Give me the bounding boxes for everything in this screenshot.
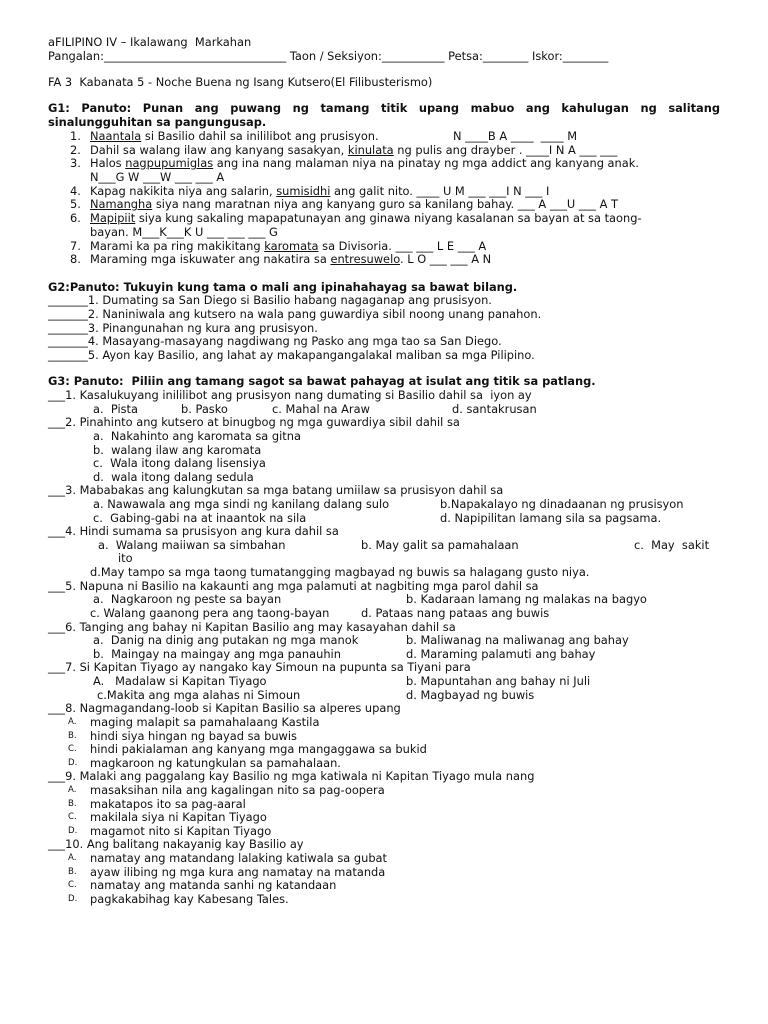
question-stem: ___6. Tanging ang bahay ni Kapitan Basilio ang may kasayahan dahil sa [48, 620, 456, 634]
item-rest: ng pulis ang drayber . ____I N A ___ ___ [393, 143, 618, 157]
choice-letter: B. [68, 867, 77, 877]
underlined-word: kinulata [347, 143, 394, 157]
choice-text: maging malapit sa pamahalaang Kastila [90, 715, 320, 729]
g2-instruction: G2:Panuto: Tukuyin kung tama o mali ang ipinahahayag sa bawat bilang. [48, 280, 518, 294]
choice-b: b. May galit sa pamahalaan [361, 538, 519, 552]
choice-b: b. Kadaraan lamang ng malakas na bagyo [406, 592, 647, 606]
g3-instruction: G3: Panuto: Piliin ang tamang sagot sa bawat pahayag at isulat ang titik sa patlang. [48, 374, 596, 388]
choice-text: namatay ang matandang lalaking katiwala sa gubat [90, 851, 388, 865]
item-rest: ang galit nito. ____ U M ___ ___I N ___ I [330, 184, 550, 198]
item-number: 8. [70, 252, 81, 266]
choice-c: c. May sakit [634, 538, 710, 552]
choice-a: a. Nagkaroon ng peste sa bayan [93, 592, 282, 606]
question-stem: ___10. Ang balitang nakayanig kay Basilio ay [48, 837, 304, 851]
g2-item: _______1. Dumating sa San Diego si Basilio habang nagaganap ang prusisyon. [48, 293, 492, 307]
choice-letter: C. [68, 812, 77, 822]
question-stem: ___3. Mababakas ang kalungkutan sa mga batang umiilaw sa prusisyon dahil sa [48, 483, 504, 497]
item-number: 4. [70, 184, 81, 198]
question-stem: ___9. Malaki ang paggalang kay Basilio ng mga katiwala ni Kapitan Tiyago mula nang [48, 769, 535, 783]
answer-blanks: N ____B A ____ ____ M [453, 129, 578, 143]
choice-text: masaksihan nila ang kagalingan nito sa pag-oopera [90, 783, 385, 797]
choice-c-cont: ito [118, 551, 133, 565]
choice-text: magamot nito si Kapitan Tiyago [90, 824, 272, 838]
underlined-word: Namangha [90, 197, 153, 211]
choice-letter: C. [68, 744, 77, 754]
item-text [90, 253, 491, 267]
item-pre: Dahil sa walang ilaw ang kanyang sasakyan, [90, 143, 348, 157]
choice-letter: B. [68, 799, 77, 809]
choice-text: hindi siya hingan ng bayad sa buwis [90, 729, 297, 743]
choice-text: pagkakabihag kay Kabesang Tales. [90, 892, 289, 906]
choice-c: c.Makita ang mga alahas ni Simoun [97, 688, 301, 702]
g2-item: _______3. Pinangunahan ng kura ang prusisyon. [48, 321, 318, 335]
underlined-word: karomata [264, 239, 319, 253]
underlined-word: entresuwelo [330, 252, 400, 266]
choice-c: c. Walang gaanong pera ang taong-bayan [90, 606, 330, 620]
item-pre: Marami ka pa ring makikitang [90, 239, 265, 253]
choice-text: magkaroon ng katungkulan sa pamahalaan. [90, 756, 341, 770]
choice-d: d. santakrusan [452, 402, 537, 416]
choice-a: a. Nakahinto ang karomata sa gitna [93, 429, 301, 443]
choice-d: d. Magbayad ng buwis [406, 688, 535, 702]
choice-d: d. wala itong dalang sedula [93, 470, 254, 484]
choice-text: ayaw ilibing ng mga kura ang namatay na matanda [90, 865, 386, 879]
choice-text: makatapos ito sa pag-aaral [90, 797, 246, 811]
item-number: 3. [70, 156, 81, 170]
choice-c: c. Gabing-gabi na at inaantok na sila [93, 511, 307, 525]
choice-b: b. Maliwanag na maliwanag ang bahay [406, 633, 629, 647]
choice-letter: C. [68, 880, 77, 890]
choice-c: c. Mahal na Araw [272, 402, 370, 416]
choice-b: b. Mapuntahan ang bahay ni Juli [406, 674, 591, 688]
question-stem: ___5. Napuna ni Basilio na kakaunti ang mga palamuti at nagbiting mga parol dahil sa [48, 579, 539, 593]
choice-a: a. Walang maiiwan sa simbahan [98, 538, 286, 552]
underlined-word: sumisidhi [276, 184, 331, 198]
question-stem: ___4. Hindi sumama sa prusisyon ang kura dahil sa [48, 524, 339, 538]
choice-b: b. walang ilaw ang karomata [93, 443, 262, 457]
student-info-fields: Pangalan:________________________________ Taon / Seksiyon:___________ Petsa:________ Iskor:________ [48, 49, 609, 63]
underlined-word: Mapipiit [90, 211, 136, 225]
item-text [90, 157, 639, 171]
item-pre: Halos [90, 156, 126, 170]
item-pre: Maraming mga iskuwater ang nakatira sa [90, 252, 331, 266]
course-header: aFILIPINO IV – Ikalawang Markahan [48, 35, 252, 49]
question-stem: ___1. Kasalukuyang inililibot ang prusisyon nang dumating si Basilio dahil sa iyon ay [48, 388, 532, 402]
question-stem: ___7. Si Kapitan Tiyago ay nangako kay Simoun na pupunta sa Tiyani para [48, 660, 471, 674]
g2-item: _______2. Naniniwala ang kutsero na wala pang guwardiya sibil noong unang panahon. [48, 307, 542, 321]
choice-d: d. Pataas nang pataas ang buwis [361, 606, 550, 620]
choice-letter: D. [68, 826, 78, 836]
choice-d: d. Napipilitan lamang sila sa pagsama. [440, 511, 662, 525]
choice-letter: A. [68, 717, 77, 727]
item-number: 1. [70, 129, 81, 143]
item-rest: si Basilio dahil sa inililibot ang prusisyon. [141, 129, 379, 143]
item-text [90, 198, 618, 212]
question-stem: ___8. Nagmagandang-loob si Kapitan Basilio sa alperes upang [48, 701, 401, 715]
underlined-word: nagpupumiglas [125, 156, 214, 170]
item-rest: siya nang maratnan niya ang kanyang guro sa kanilang bahay. ___ A ___U ___ A T [152, 197, 618, 211]
choice-d: d.May tampo sa mga taong tumatangging magbayad ng buwis sa halagang gusto niya. [90, 565, 590, 579]
choice-a: a. Nawawala ang mga sindi ng kanilang dalang sulo [93, 497, 390, 511]
choice-text: namatay ang matanda sanhi ng katandaan [90, 878, 337, 892]
choice-letter: D. [68, 758, 78, 768]
choice-a: A. Madalaw si Kapitan Tiyago [93, 674, 267, 688]
question-stem: ___2. Pinahinto ang kutsero at binugbog ng mga guwardiya sibil dahil sa [48, 415, 460, 429]
choice-a: a. Danig na dinig ang putakan ng mga manok [93, 633, 359, 647]
g1-instruction: G1: Panuto: Punan ang puwang ng tamang titik upang mabuo ang kahulugan ng salitang [48, 101, 720, 115]
item-text [90, 212, 642, 226]
choice-a: a. Pista [93, 402, 139, 416]
choice-letter: D. [68, 894, 78, 904]
choice-letter: A. [68, 853, 77, 863]
g2-item: _______5. Ayon kay Basilio, ang lahat ay makapangangalakal maliban sa mga Pilipino. [48, 348, 535, 362]
choice-text: hindi pakialaman ang kanyang mga mangaggawa sa bukid [90, 742, 427, 756]
choice-c: b. Maingay na maingay ang mga panauhin [93, 647, 341, 661]
item-rest: . L O ___ ___ A N [400, 252, 492, 266]
item-number: 2. [70, 143, 81, 157]
answer-blanks: N___G W ___W ___ ___ A [90, 170, 225, 184]
item-number: 7. [70, 239, 81, 253]
item-number: 5. [70, 197, 81, 211]
choice-c: c. Wala itong dalang lisensiya [93, 456, 266, 470]
worksheet-title: FA 3 Kabanata 5 - Noche Buena ng Isang Kutsero(El Filibusterismo) [48, 75, 433, 89]
choice-text: makilala siya ni Kapitan Tiyago [90, 810, 267, 824]
answer-blanks: bayan. M___K___K U ___ ___ ___ G [90, 225, 278, 239]
item-rest: siya kung sakaling mapapatunayan ang ginawa niyang kasalanan sa bayan at sa taong- [135, 211, 642, 225]
item-rest: sa Divisoria. ___ ___ L E ___ A [318, 239, 487, 253]
g1-instruction-cont: sinalungguhitan sa pangungusap. [48, 115, 267, 129]
choice-b: b.Napakalayo ng dinadaanan ng prusisyon [440, 497, 684, 511]
item-number: 6. [70, 211, 81, 225]
choice-d: d. Maraming palamuti ang bahay [406, 647, 596, 661]
item-pre: Kapag nakikita niya ang salarin, [90, 184, 277, 198]
choice-b: b. Pasko [181, 402, 228, 416]
underlined-word: Naantala [90, 129, 142, 143]
item-text [90, 130, 379, 144]
g2-item: _______4. Masayang-masayang nagdiwang ng Pasko ang mga tao sa San Diego. [48, 334, 502, 348]
item-rest: ang ina nang malaman niya na pinatay ng mga addict ang kanyang anak. [213, 156, 639, 170]
choice-letter: A. [68, 785, 77, 795]
choice-letter: B. [68, 731, 77, 741]
